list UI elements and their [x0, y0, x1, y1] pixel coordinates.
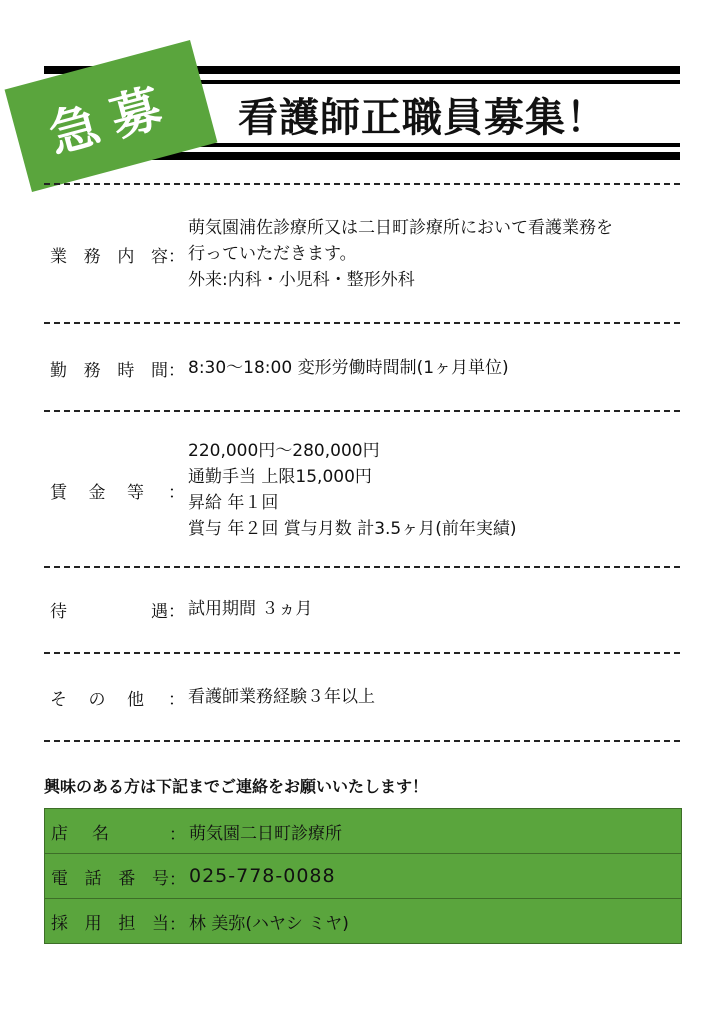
contact-table — [44, 808, 682, 944]
divider — [44, 566, 680, 568]
section-value — [188, 684, 375, 710]
section-label: 賃 金 等 — [50, 483, 144, 503]
divider — [44, 183, 680, 185]
urgent-badge: 急募 — [5, 40, 218, 192]
label-colon: ： — [168, 602, 185, 622]
label-colon: ： — [168, 247, 185, 267]
label-colon: ： — [169, 915, 186, 935]
value-line: 看護師業務経験３年以上 — [188, 687, 375, 707]
contact-value: 林 美弥(ハヤシ ミヤ) — [189, 913, 349, 934]
value-line: 8:30～18:00 変形労働時間制(1ヶ月単位) — [188, 358, 509, 378]
contact-value: 萌気園二日町診療所 — [189, 823, 342, 844]
section-value — [188, 355, 509, 381]
value-line: 220,000円～280,000円 — [188, 441, 380, 461]
label-colon: ： — [168, 690, 185, 710]
divider — [44, 410, 680, 412]
contact-row-phone — [45, 853, 681, 898]
value-line: 昇給 年１回 — [188, 493, 279, 513]
section-value — [188, 215, 613, 293]
value-line: 試用期間 ３ヵ月 — [188, 599, 313, 619]
value-line: 行っていただきます。 — [188, 244, 357, 264]
divider — [44, 322, 680, 324]
phone-number[interactable]: 025-778-0088 — [189, 865, 336, 887]
contact-notice: 興味のある方は下記までご連絡をお願いいたします！ — [44, 777, 429, 796]
value-line: 通勤手当 上限15,000円 — [188, 467, 372, 487]
section-value — [188, 596, 312, 622]
value-line: 賞与 年２回 賞与月数 計3.5ヶ月(前年実績) — [188, 519, 517, 539]
section-label: 勤 務 時 間 — [50, 361, 168, 381]
divider — [44, 652, 680, 654]
value-line: 外来:内科・小児科・整形外科 — [188, 270, 415, 290]
section-label: そ の 他 — [50, 690, 144, 710]
section-label: 待 遇 — [50, 602, 168, 622]
contact-label: 採 用 担 当 — [51, 913, 169, 934]
contact-row-recruiter — [45, 898, 681, 943]
page-title: 看護師正職員募集！ — [232, 86, 613, 143]
label-colon: ： — [168, 361, 185, 381]
contact-row-shop — [45, 809, 681, 853]
divider — [44, 740, 680, 742]
value-line: 萌気園浦佐診療所又は二日町診療所において看護業務を — [188, 218, 613, 238]
contact-label: 電 話 番 号 — [51, 868, 169, 889]
section-value — [188, 438, 517, 542]
label-colon: ： — [169, 870, 186, 890]
label-colon: ： — [169, 825, 186, 845]
section-label: 業 務 内 容 — [50, 247, 168, 267]
label-colon: ： — [168, 483, 185, 503]
contact-label: 店 名 — [51, 823, 109, 844]
